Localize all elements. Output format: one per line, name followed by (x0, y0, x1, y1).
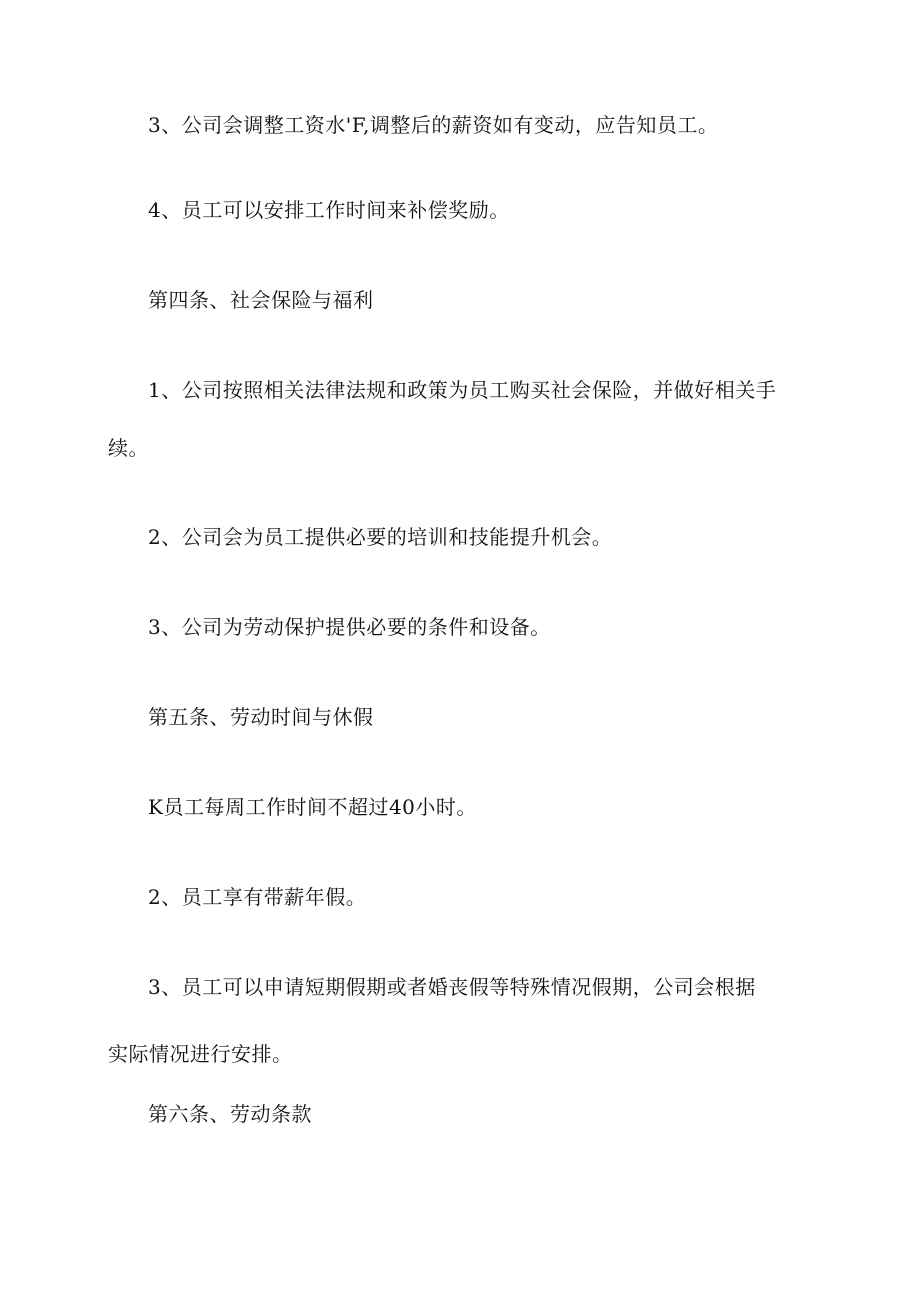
paragraph-paid-leave: 2、员工享有带薪年假。 (148, 885, 367, 909)
paragraph-salary-adjustment: 3、公司会调整工资水'F,调整后的薪资如有变动，应告知员工。 (148, 113, 719, 137)
paragraph-social-insurance: 1、公司按照相关法律法规和政策为员工购买社会保险，并做好相关手 (148, 378, 777, 402)
paragraph-labor-protection: 3、公司为劳动保护提供必要的条件和设备。 (148, 615, 551, 639)
paragraph-social-insurance-continued: 续。 (108, 436, 149, 460)
paragraph-special-leave-continued: 实际情况进行安排。 (108, 1042, 293, 1066)
section-heading-article-6: 第六条、劳动条款 (148, 1102, 312, 1126)
section-heading-article-4: 第四条、社会保险与福利 (148, 288, 374, 312)
section-heading-article-5: 第五条、劳动时间与休假 (148, 705, 374, 729)
paragraph-training: 2、公司会为员工提供必要的培训和技能提升机会。 (148, 525, 613, 549)
paragraph-weekly-hours: K员工每周工作时间不超过40小时。 (148, 795, 477, 819)
paragraph-work-time-compensation: 4、员工可以安排工作时间来补偿奖励。 (148, 198, 510, 222)
paragraph-special-leave: 3、员工可以申请短期假期或者婚丧假等特殊情况假期，公司会根据 (148, 975, 756, 999)
